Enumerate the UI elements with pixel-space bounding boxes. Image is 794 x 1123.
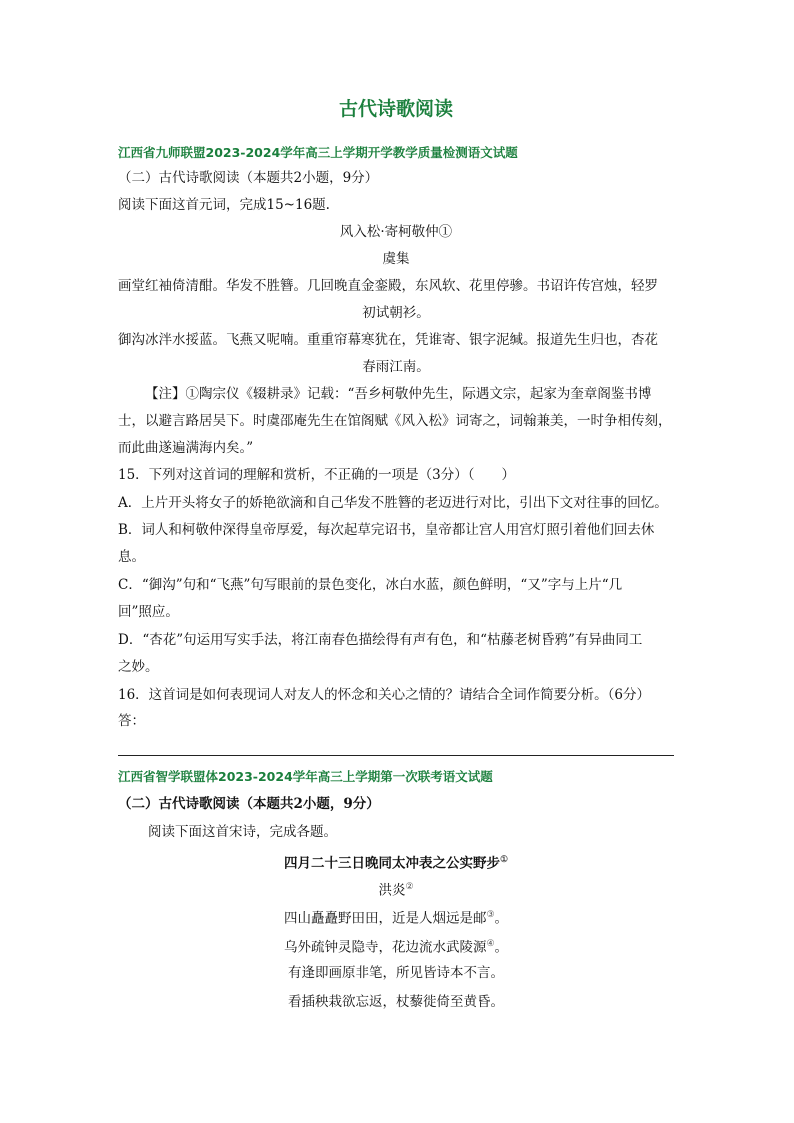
poem1-line: 御沟冰泮水挼蓝。飞燕又呢喃。重重帘幕寒犹在，凭谁寄、银字泥缄。报道先生归也，杏花 <box>118 332 658 348</box>
footnote-mark: ① <box>499 855 509 865</box>
poem1-title: 风入松·寄柯敬仲① <box>339 224 453 240</box>
poem2-line <box>118 906 674 928</box>
footnote-mark: ② <box>405 882 414 892</box>
section2-heading: （二）古代诗歌阅读（本题共2小题，9分） <box>118 796 380 812</box>
section2-instruction: 阅读下面这首宋诗，完成各题。 <box>148 824 337 840</box>
option-c: 回”照应。 <box>118 604 179 620</box>
poem2-line <box>118 935 674 957</box>
poem1-author: 虞集 <box>382 251 410 267</box>
poem2-line: 看插秧栽欲忘返，杖藜徙倚至黄昏。 <box>288 994 504 1010</box>
poem1-line: 春雨江南。 <box>362 359 430 375</box>
option-b: 息。 <box>118 549 145 565</box>
section-divider <box>118 755 674 756</box>
punctuation: 。 <box>494 939 509 956</box>
option-c: C．“御沟”句和“飞燕”句写眼前的景色变化，冰白水蓝，颜色鲜明，“又”字与上片“几 <box>118 577 623 593</box>
punctuation: 。 <box>494 910 509 927</box>
poem1-line: 画堂红袖倚清酣。华发不胜簪。几回晚直金銮殿，东风软、花里停骖。书诏许传宫烛，轻罗 <box>118 278 658 294</box>
option-d: D．“杏花”句运用写实手法，将江南春色描绘得有声有色，和“枯藤老树昏鸦”有异曲同工 <box>118 632 643 648</box>
poem2-line: 有逢即画原非笔，所见皆诗本不言。 <box>288 965 504 981</box>
option-b: B．词人和柯敬仲深得皇帝厚爱，每次起草完诏书，皇帝都让宫人用宫灯照引着他们回去休 <box>118 522 655 538</box>
answer-label: 答： <box>118 713 145 729</box>
question-16: 16．这首词是如何表现词人对友人的怀念和关心之情的？请结合全词作简要分析。（6分） <box>118 687 651 703</box>
page-title: 古代诗歌阅读 <box>338 98 453 120</box>
poem2-line-text: 四山矗矗野田田，近是人烟远是邮 <box>283 910 487 927</box>
poem1-note: 而此曲遂遍满海内矣。” <box>118 440 254 456</box>
section1-heading: （二）古代诗歌阅读（本题共2小题，9分） <box>118 170 379 186</box>
poem2-title-text: 四月二十三日晚同太冲表之公实野步 <box>283 855 500 872</box>
poem1-note: 士，以避言路居吴下。时虞邵庵先生在馆阁赋《风入松》词寄之，词翰兼美，一时争相传刻， <box>118 413 672 429</box>
poem1-line: 初试朝衫。 <box>362 305 430 321</box>
poem2-title <box>118 851 674 873</box>
poem1-note: 【注】①陶宗仪《辍耕录》记载：“吾乡柯敬仲先生，际遇文宗，起家为奎章阁鉴书博 <box>145 386 652 402</box>
section1-instruction: 阅读下面这首元词，完成15~16题. <box>118 197 330 213</box>
source-line-2: 江西省智学联盟体2023-2024学年高三上学期第一次联考语文试题 <box>118 769 493 784</box>
poem2-author <box>118 878 674 900</box>
poem2-author-text: 洪炎 <box>378 882 406 899</box>
source-line-1: 江西省九师联盟2023-2024学年高三上学期开学教学质量检测语文试题 <box>118 145 518 160</box>
option-a: A．上片开头将女子的娇艳欲滴和自己华发不胜簪的老迈进行对比，引出下文对往事的回忆。 <box>118 495 668 511</box>
footnote-mark: ③ <box>486 910 495 920</box>
poem2-line-text: 乌外疏钟灵隐寺，花边流水武陵源 <box>283 939 487 956</box>
option-d: 之妙。 <box>118 659 159 675</box>
footnote-mark: ④ <box>486 939 495 949</box>
question-15: 15．下列对这首词的理解和赏析，不正确的一项是（3分）（ ） <box>118 467 516 483</box>
